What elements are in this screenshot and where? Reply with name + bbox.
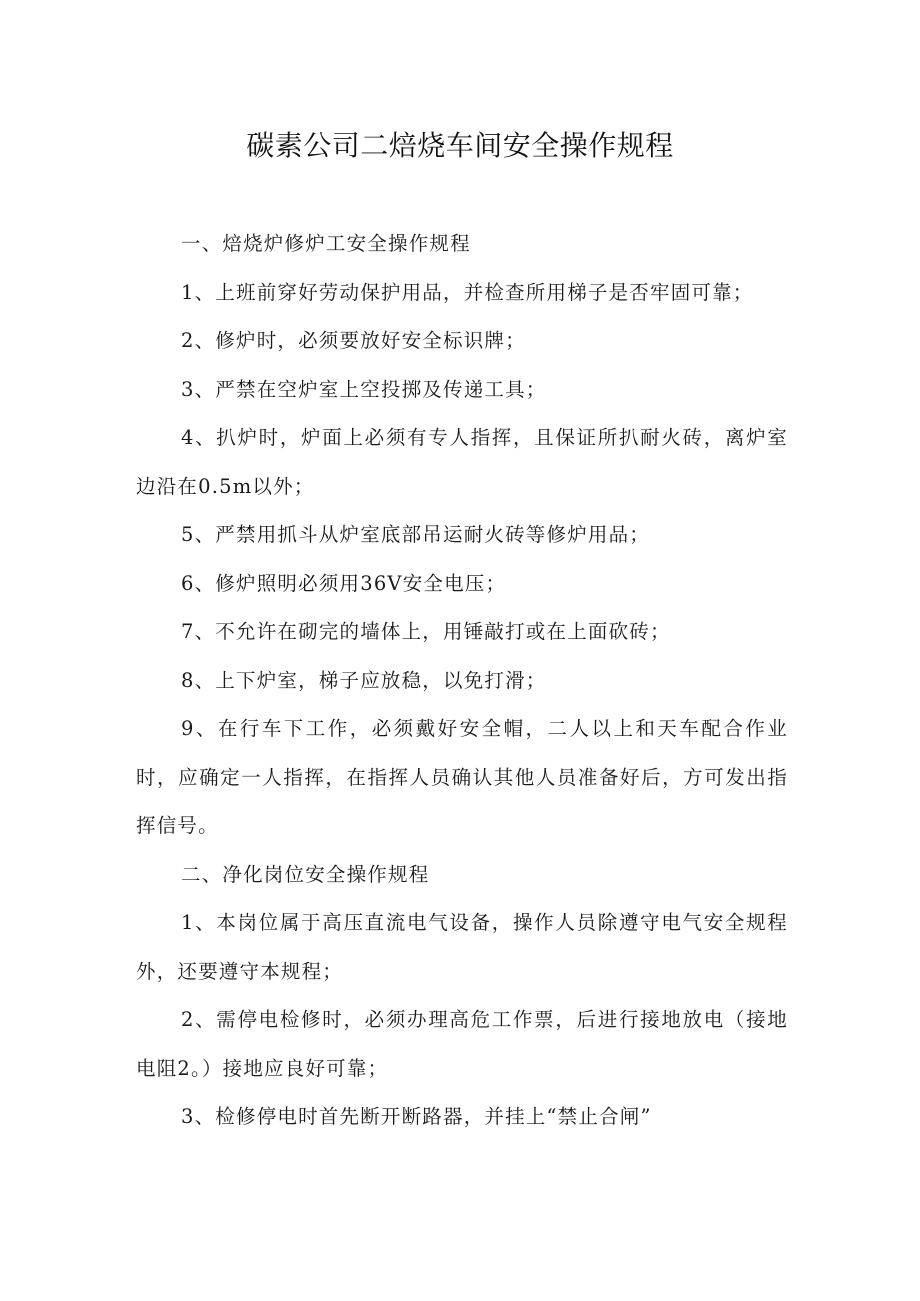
rule-item: 3、严禁在空炉室上空投掷及传递工具； — [181, 377, 547, 401]
rule-item: 5、严禁用抓斗从炉室底部吊运耐火砖等修炉用品； — [181, 523, 651, 546]
document-body — [136, 220, 788, 1142]
rule-item: 3、检修停电时首先断开断路器，并挂上“禁止合闸” — [181, 1105, 652, 1128]
rule-item: 2、需停电检修时，必须办理高危工作票，后进行接地放电（接地电阻2。）接地应良好可靠； — [136, 1008, 788, 1080]
rule-item: 6、修炉照明必须用36V安全电压； — [181, 571, 507, 595]
rule-item: 7、不允许在砌完的墙体上，用锤敲打或在上面砍砖； — [181, 620, 671, 643]
section-heading-1: 一、焙烧炉修炉工安全操作规程 — [181, 232, 471, 255]
rule-item: 1、本岗位属于高压直流电气设备，操作人员除遵守电气安全规程外，还要遵守本规程； — [136, 911, 788, 983]
rule-item: 8、上下炉室，梯子应放稳，以免打滑； — [181, 668, 547, 692]
document-title: 碳素公司二焙烧车间安全操作规程 — [246, 129, 674, 162]
rule-item: 4、扒炉时，炉面上必须有专人指挥，且保证所扒耐火砖，离炉室边沿在0.5m以外； — [136, 426, 788, 498]
section-heading-2: 二、净化岗位安全操作规程 — [181, 862, 430, 886]
rule-item: 2、修炉时，必须要放好安全标识牌； — [181, 329, 526, 352]
rule-item: 9、在行车下工作，必须戴好安全帽，二人以上和天车配合作业时，应确定一人指挥，在指挥人员确认其他人员准备好后，方可发出指挥信号。 — [136, 717, 788, 837]
rule-item: 1、上班前穿好劳动保护用品，并检查所用梯子是否牢固可靠； — [181, 280, 754, 304]
